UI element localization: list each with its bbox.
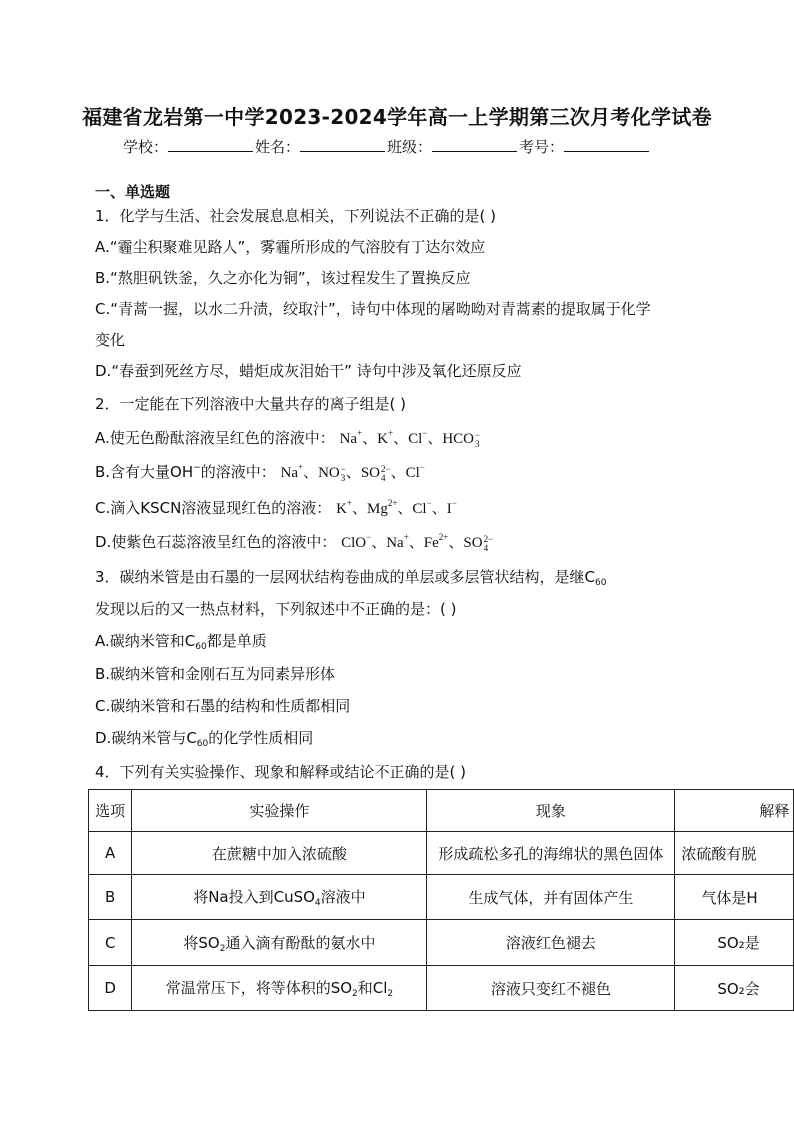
- school-label: 学校：: [123, 138, 169, 156]
- q2-stem: 2．一定能在下列溶液中大量共存的离子组是( ): [95, 395, 407, 413]
- section-heading: 一、单选题: [95, 183, 171, 201]
- header-operation: 实验操作: [132, 790, 427, 832]
- table-row: [89, 832, 794, 875]
- number-label: 考号：: [519, 138, 565, 156]
- q2-option-c: C.滴入KSCN溶液显现红色的溶液： K+、$Mg^{2+}$、Cl−、I−: [95, 498, 457, 517]
- header-phenomenon: 现象: [427, 790, 675, 832]
- class-blank[interactable]: [432, 137, 517, 152]
- q4-stem: 4．下列有关实验操作、现象和解释或结论不正确的是( ): [95, 763, 467, 781]
- school-blank[interactable]: [168, 137, 253, 152]
- class-label: 班级：: [387, 138, 433, 156]
- table-row: [89, 920, 794, 966]
- page-title: 福建省龙岩第一中学2023-2024学年高一上学期第三次月考化学试卷: [82, 105, 712, 129]
- q4-table: [88, 789, 794, 1011]
- row-d-option: D: [89, 966, 132, 1011]
- row-a-option: A: [89, 832, 132, 875]
- q2-option-d: D.使紫色石蕊溶液呈红色的溶液中： ClO−、Na+、$Fe^{2+}$、SO 2− 4: [95, 532, 494, 553]
- name-blank[interactable]: [300, 137, 385, 152]
- row-a-explanation: 浓硫酸有脱: [675, 832, 794, 875]
- q3-option-b: B.碳纳米管和金刚石互为同素异形体: [95, 665, 336, 683]
- q3-stem-cont: 发现以后的又一热点材料，下列叙述中不正确的是：( ): [95, 600, 457, 618]
- row-a-phenomenon: 形成疏松多孔的海绵状的黑色固体: [427, 832, 675, 875]
- q2-option-a: A.使无色酚酞溶液呈红色的溶液中： Na+、K+、Cl−、HCO − 3: [95, 428, 481, 449]
- q2-option-b: B.含有大量OH−的溶液中： Na+、NO − 3 、SO 2− 4 、Cl−: [95, 462, 425, 483]
- row-d-explanation: SO₂会: [675, 966, 794, 1011]
- row-a-operation: 在蔗糖中加入浓硫酸: [132, 832, 427, 875]
- q1-option-c: C.“青蒿一握，以水二升渍，绞取汁”，诗句中体现的屠呦呦对青蒿素的提取属于化学: [95, 300, 651, 318]
- row-b-operation: 将Na投入到CuSO$_4$溶液中: [132, 875, 427, 920]
- row-d-operation: 常温常压下，将等体积的$SO_2$和$Cl_2$: [132, 966, 427, 1011]
- name-label: 姓名：: [255, 138, 301, 156]
- q1-option-b: B.“熬胆矾铁釜，久之亦化为铜”，该过程发生了置换反应: [95, 269, 471, 287]
- q1-option-c-cont: 变化: [95, 331, 126, 349]
- row-c-operation: 将$SO_2$通入滴有酚酞的氨水中: [132, 920, 427, 966]
- q3-stem: 3．碳纳米管是由石墨的一层网状结构卷曲成的单层或多层管状结构，是继$C_{60}$: [95, 568, 607, 588]
- table-header-row: [89, 790, 794, 832]
- header-explanation: 解释: [675, 790, 794, 832]
- q3-option-c: C.碳纳米管和石墨的结构和性质都相同: [95, 697, 351, 715]
- q1-stem: 1．化学与生活、社会发展息息相关，下列说法不正确的是( ): [95, 207, 497, 225]
- q3-option-a: A.碳纳米管和$C_{60}$都是单质: [95, 632, 267, 652]
- student-info-line: [123, 136, 651, 157]
- table-row: [89, 875, 794, 920]
- row-b-phenomenon: 生成气体，并有固体产生: [427, 875, 675, 920]
- row-b-option: B: [89, 875, 132, 920]
- q1-option-a: A.“霾尘积聚难见路人”，雾霾所形成的气溶胶有丁达尔效应: [95, 238, 486, 256]
- table-row: [89, 966, 794, 1011]
- row-b-explanation: 气体是H: [675, 875, 794, 920]
- row-d-phenomenon: 溶液只变红不褪色: [427, 966, 675, 1011]
- row-c-explanation: SO₂是: [675, 920, 794, 966]
- q1-option-d: D.“春蚕到死丝方尽，蜡炬成灰泪始干” 诗句中涉及氧化还原反应: [95, 362, 522, 380]
- number-blank[interactable]: [564, 137, 649, 152]
- header-option: 选项: [89, 790, 132, 832]
- row-c-option: C: [89, 920, 132, 966]
- q3-option-d: D.碳纳米管与$C_{60}$的化学性质相同: [95, 729, 314, 749]
- row-c-phenomenon: 溶液红色褪去: [427, 920, 675, 966]
